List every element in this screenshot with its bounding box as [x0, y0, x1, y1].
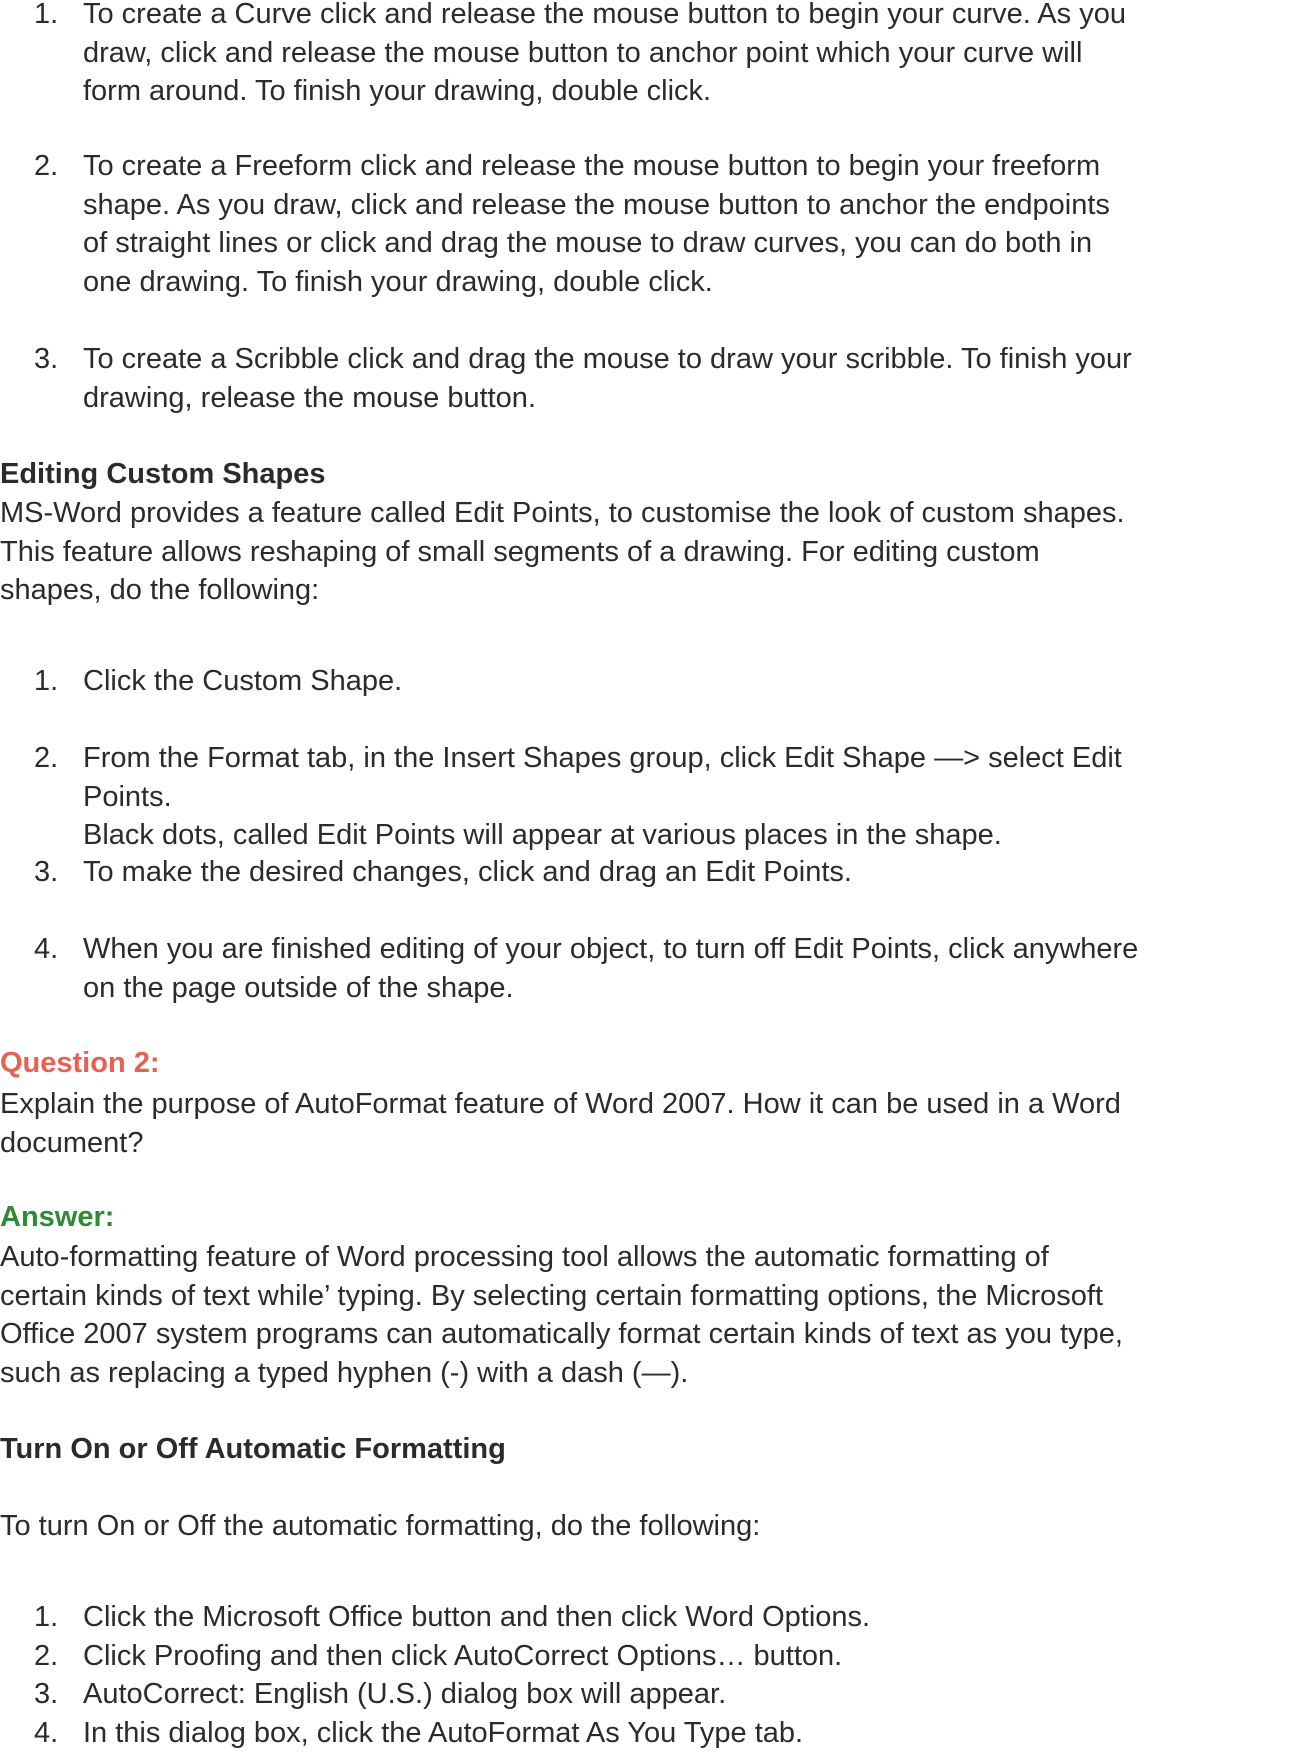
text-line: one drawing. To finish your drawing, double click. [83, 265, 713, 298]
section-heading: Turn On or Off Automatic Formatting [0, 1433, 506, 1465]
list-number: 2. [34, 150, 59, 182]
text-line: Click Proofing and then click AutoCorrect Options… button. [83, 1639, 843, 1672]
text-line: MS-Word provides a feature called Edit Points, to customise the look of custom shapes. [0, 497, 1125, 529]
text-line: This feature allows reshaping of small segments of a drawing. For editing custom [0, 535, 1040, 568]
text-line: From the Format tab, in the Insert Shapes group, click Edit Shape —> select Edit [83, 742, 1122, 774]
text-line: draw, click and release the mouse button to anchor point which your curve will [83, 36, 1083, 69]
text-line: certain kinds of text while’ typing. By selecting certain formatting options, the Microsoft [0, 1279, 1104, 1312]
list-number: 1. [34, 1601, 59, 1633]
list-number: 3. [34, 1678, 59, 1710]
section-heading: Editing Custom Shapes [0, 458, 326, 490]
question-label: Question 2: [0, 1047, 160, 1079]
list-number: 1. [34, 665, 59, 697]
text-line: Explain the purpose of AutoFormat feature of Word 2007. How it can be used in a Word [0, 1088, 1121, 1120]
list-number: 2. [34, 742, 59, 774]
text-line: form around. To finish your drawing, double click. [83, 75, 712, 107]
list-number: 4. [34, 933, 59, 965]
text-line: drawing, release the mouse button. [83, 381, 536, 414]
text-line: on the page outside of the shape. [83, 971, 514, 1004]
list-number: 1. [34, 0, 59, 30]
text-line: such as replacing a typed hyphen (-) with a dash (—). [0, 1356, 689, 1389]
list-number: 2. [34, 1639, 59, 1672]
list-number: 4. [34, 1716, 59, 1749]
answer-label: Answer: [0, 1201, 115, 1233]
text-line: Auto-formatting feature of Word processing tool allows the automatic formatting of [0, 1241, 1049, 1273]
list-number: 3. [34, 343, 59, 375]
text-line: When you are finished editing of your object, to turn off Edit Points, click anywhere [83, 933, 1139, 965]
paragraph: To turn On or Off the automatic formatting, do the following: [0, 1510, 761, 1542]
text-line: Points. [83, 780, 172, 813]
text-line: document? [0, 1126, 144, 1159]
paragraph [0, 494, 1125, 610]
answer-text [0, 1238, 1123, 1392]
text-line: shape. As you draw, click and release the mouse button to anchor the endpoints [83, 188, 1110, 221]
text-line: To create a Freeform click and release the mouse button to begin your freeform [83, 150, 1101, 182]
text-line: To create a Scribble click and drag the mouse to draw your scribble. To finish your [83, 343, 1132, 375]
text-line: shapes, do the following: [0, 574, 320, 606]
text-line: Click the Custom Shape. [83, 665, 403, 697]
question-text [0, 1085, 1121, 1162]
text-line: To make the desired changes, click and drag an Edit Points. [83, 856, 852, 888]
text-line: To create a Curve click and release the mouse button to begin your curve. As you [83, 0, 1126, 30]
text-line: Office 2007 system programs can automatically format certain kinds of text as you type, [0, 1318, 1123, 1350]
list-number: 3. [34, 856, 59, 888]
text-line: In this dialog box, click the AutoFormat As You Type tab. [83, 1716, 804, 1749]
text-line: Click the Microsoft Office button and then click Word Options. [83, 1601, 871, 1633]
text-line: AutoCorrect: English (U.S.) dialog box will appear. [83, 1678, 727, 1710]
text-line: of straight lines or click and drag the mouse to draw curves, you can do both in [83, 227, 1093, 259]
text-line: Black dots, called Edit Points will appear at various places in the shape. [83, 819, 1002, 851]
